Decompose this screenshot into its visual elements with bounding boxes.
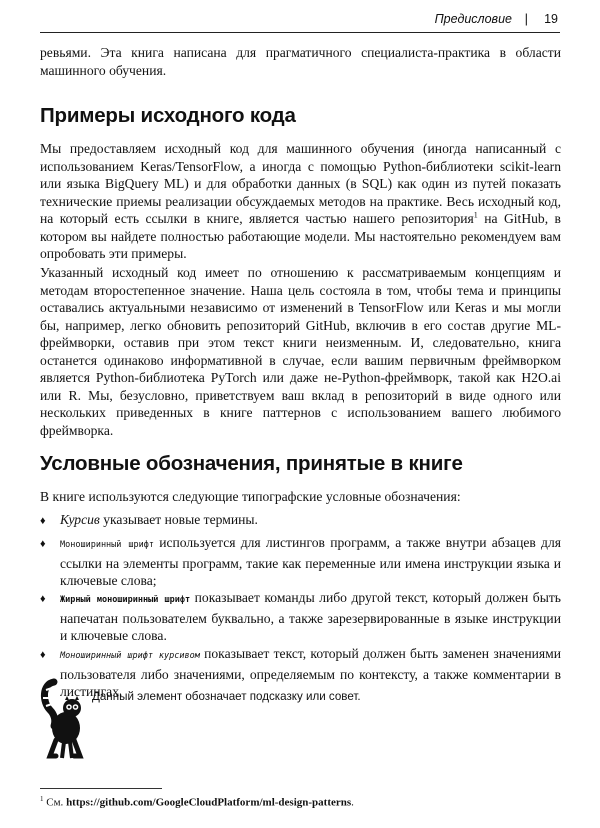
section-heading-conventions: Условные обозначения, принятые в книге — [40, 452, 463, 475]
footnote-ref[interactable]: 1 — [473, 210, 478, 220]
footnote-url[interactable]: https://github.com/GoogleCloudPlatform/ml-design-patterns — [66, 796, 352, 809]
running-head-title: Предисловие — [434, 12, 512, 26]
source-code-paragraph-1 — [40, 140, 561, 263]
convention-term-monospace: Моноширинный шрифт — [60, 540, 154, 550]
conventions-intro: В книге используются следующие типографские условные обозначения: — [40, 489, 461, 504]
convention-term-bold-monospace: Жирный моноширинный шрифт — [60, 595, 191, 605]
running-head-separator: | — [524, 11, 528, 26]
tip-box — [40, 676, 561, 762]
footnote-divider — [40, 788, 162, 789]
list-item — [40, 534, 561, 590]
tip-text: Данный элемент обозначает подсказку или совет. — [92, 690, 361, 703]
paragraph-text: на GitHub, в котором вы найдете полностью работающие модели. Мы настоятельно рекомендуем вам опробовать эти примеры. — [40, 211, 561, 261]
convention-term-italic-monospace: Моноширинный шрифт курсивом — [60, 651, 200, 661]
intro-paragraph: ревьями. Эта книга написана для прагматичного специалиста-практика в области машинного обучения. — [40, 45, 561, 78]
convention-description: показывает команды либо другой текст, который должен быть напечатан пользователем буквально, а также зарезервированные в языке инструкции и ключевые слова. — [60, 590, 561, 643]
page-number: 19 — [544, 12, 558, 26]
diamond-bullet-icon: ♦ — [40, 515, 46, 527]
footnote — [40, 795, 354, 809]
diamond-bullet-icon: ♦ — [40, 649, 46, 661]
footnote-marker: 1 — [40, 795, 44, 803]
footnote-suffix: . — [351, 796, 354, 809]
running-head — [40, 12, 560, 33]
diamond-bullet-icon: ♦ — [40, 538, 46, 550]
convention-description: показывает текст, который должен быть заменен значениями пользователя либо значениями, определяемым по контексту, а также комментарии в листингах. — [60, 646, 562, 699]
convention-description: используется для листингов программ, а также внутри абзацев для ссылки на элементы программ, такие как переменные или имена инструкции языка и ключевые слова; — [60, 535, 561, 588]
diamond-bullet-icon: ♦ — [40, 593, 46, 605]
paragraph-text: Мы предоставляем исходный код для машинного обучения (иногда написанный с использованием Keras/TensorFlow, а иногда с помощью Python-библиотеки scikit-learn или языка BigQuery ML) и для обработки данных (в SQL) как один из путей показать технические приемы реализации обсуждаемых методов на практике. Весь исходный код, на который есть ссылки в книге, является частью нашего репозитория — [40, 141, 561, 226]
section-heading-source-code: Примеры исходного кода — [40, 104, 296, 127]
list-item — [40, 511, 561, 529]
lemur-icon — [40, 676, 88, 762]
list-item — [40, 589, 561, 645]
convention-term-italic: Курсив — [60, 512, 100, 527]
footnote-prefix: См. — [43, 796, 67, 809]
source-code-paragraph-2: Указанный исходный код имеет по отношению к рассматриваемым концепциям и методам второстепенное значение. Наша цель состояла в том, чтобы тема и принципы оставались актуальными независимо от изменений в TensorFlow или Keras и мы могли бы, например, легко обновить репозиторий GitHub, включив в его состав другие ML-фреймворки, оставив при этом текст книги неизменным. И, следовательно, книга останется одинаково информативной в случае, если вашим первичным фреймворком является Python-библиотека PyTorch или даже не-Python-фреймворк, такой как H2O.ai или R. Мы, безусловно, приветствуем ваш вклад в репозиторий в виде одного или нескольких приведенных в книге паттернов с использованием вашего любимого фреймворка. — [40, 265, 561, 438]
convention-description: указывает новые термины. — [99, 512, 258, 527]
